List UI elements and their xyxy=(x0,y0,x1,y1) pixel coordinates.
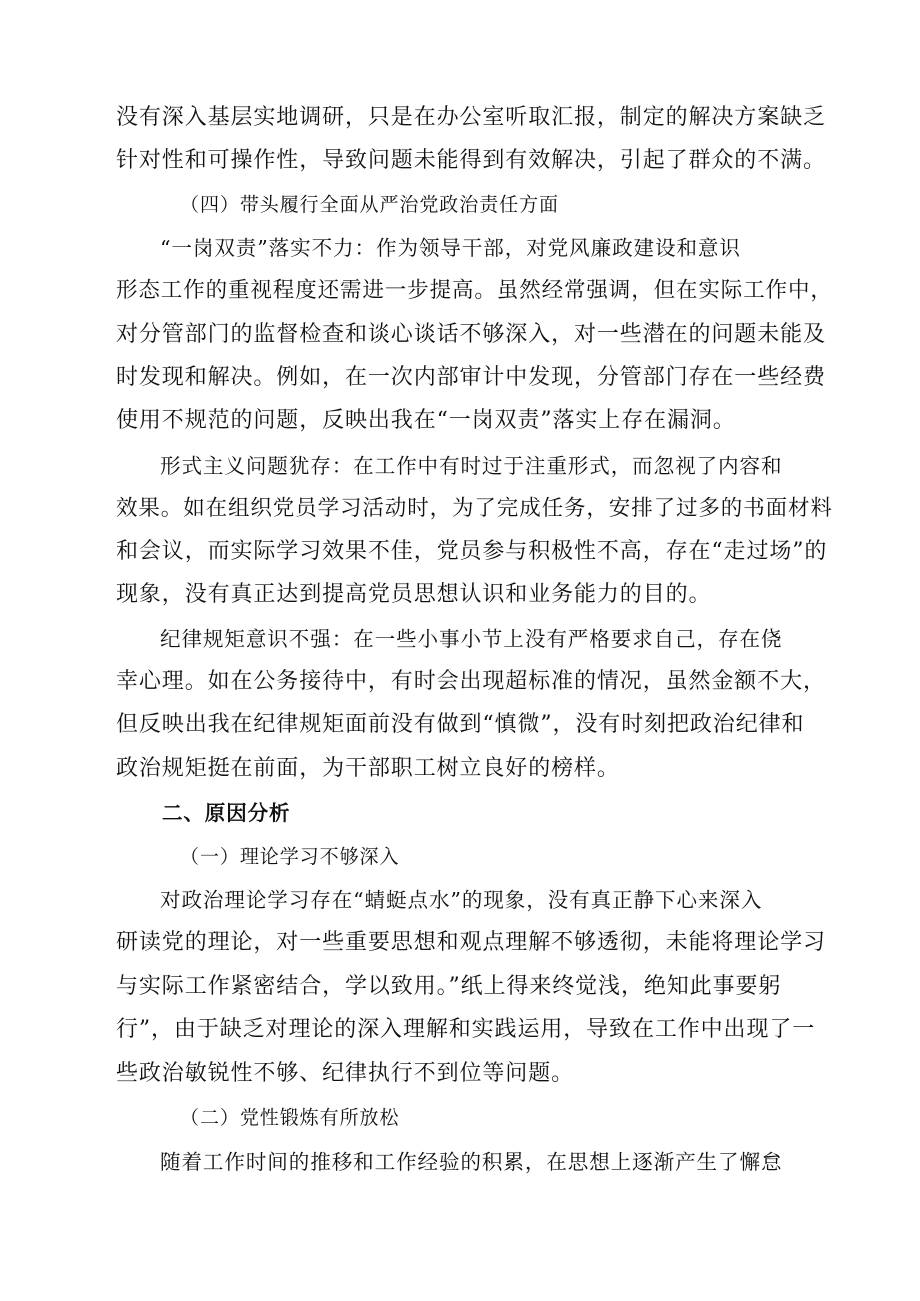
paragraph-line: 但反映出我在纪律规矩面前没有做到“慎微”，没有时刻把政治纪律和 xyxy=(116,712,805,737)
section-heading: 二、原因分析 xyxy=(162,801,291,825)
paragraph-line: 没有深入基层实地调研，只是在办公室听取汇报，制定的解决方案缺乏 xyxy=(116,105,826,130)
paragraph-line: 对政治理论学习存在“蜻蜓点水”的现象，没有真正静下心来深入 xyxy=(160,888,763,912)
paragraph-line: 政治规矩挺在前面，为干部职工树立良好的榜样。 xyxy=(116,756,620,781)
paragraph-line: 和会议，而实际学习效果不佳，党员参与积极性不高，存在“走过场”的 xyxy=(116,539,828,564)
section-subheading: （二）党性锻炼有所放松 xyxy=(180,1107,400,1129)
paragraph-line: “一岗双责”落实不力：作为领导干部，对党风廉政建设和意识 xyxy=(160,236,741,260)
paragraph-line: 纪律规矩意识不强：在一些小事小节上没有严格要求自己，存在侥 xyxy=(160,627,783,651)
paragraph-line: 使用不规范的问题，反映出我在“一岗双责”落实上存在漏洞。 xyxy=(116,408,736,433)
paragraph-line: 对分管部门的监督检查和谈心谈话不够深入，对一些潜在的问题未能及 xyxy=(116,322,826,347)
paragraph-line: 时发现和解决。例如，在一次内部审计中发现，分管部门存在一些经费 xyxy=(116,365,826,390)
paragraph-line: 现象，没有真正达到提高党员思想认识和业务能力的目的。 xyxy=(116,582,712,607)
paragraph-line: 与实际工作紧密结合，学以致用。”纸上得来终觉浅，绝知此事要躬 xyxy=(116,974,782,999)
paragraph-line: 形式主义问题犹存：在工作中有时过于注重形式，而忽视了内容和 xyxy=(160,454,783,478)
paragraph-line: 研读党的理论，对一些重要思想和观点理解不够透彻，未能将理论学习 xyxy=(116,930,826,955)
paragraph-line: 行”，由于缺乏对理论的深入理解和实践运用，导致在工作中出现了一 xyxy=(116,1017,816,1042)
paragraph-line: 随着工作时间的推移和工作经验的积累，在思想上逐渐产生了懈怠 xyxy=(160,1150,783,1174)
paragraph-line: 效果。如在组织党员学习活动时，为了完成任务，安排了过多的书面材料 xyxy=(116,496,833,521)
paragraph-line: 幸心理。如在公务接待中，有时会出现超标准的情况，虽然金额不大， xyxy=(116,669,826,694)
paragraph-line: 形态工作的重视程度还需进一步提高。虽然经常强调，但在实际工作中， xyxy=(116,278,833,303)
section-subheading: （一）理论学习不够深入 xyxy=(180,846,400,868)
paragraph-line: 些政治敏锐性不够、纪律执行不到位等问题。 xyxy=(116,1061,575,1086)
paragraph-line: 针对性和可操作性，导致问题未能得到有效解决，引起了群众的不满。 xyxy=(116,148,826,173)
section-subheading: （四）带头履行全面从严治党政治责任方面 xyxy=(180,194,559,216)
